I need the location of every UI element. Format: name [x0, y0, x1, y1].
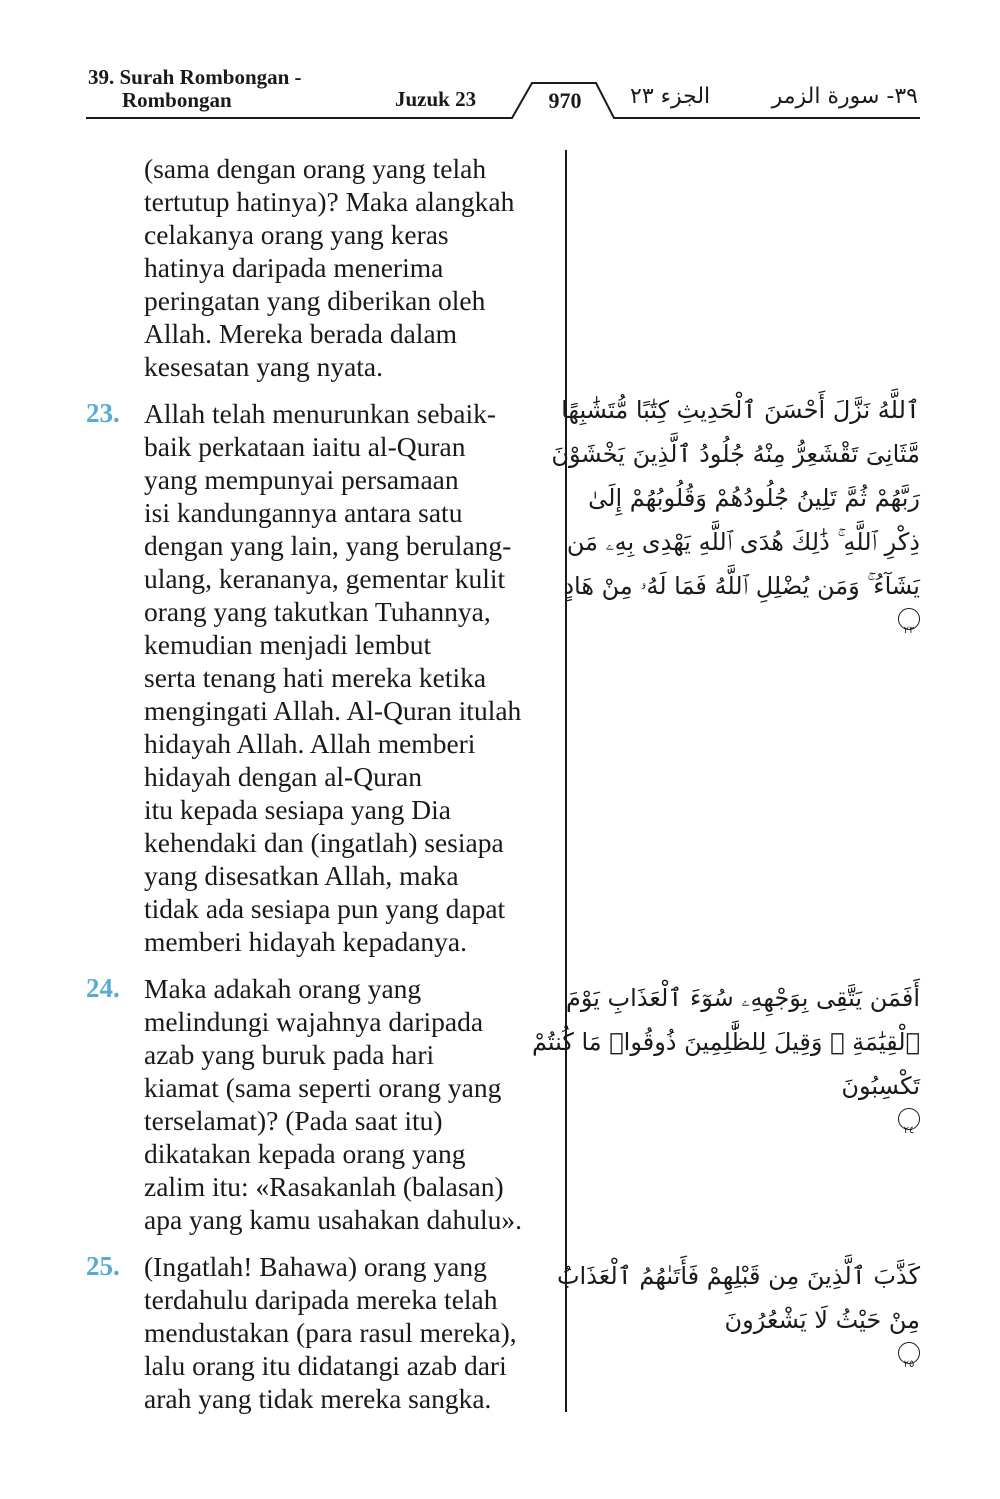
arabic-line: [580, 1064, 920, 1136]
ayah-end-marker: ٢٥: [898, 1342, 920, 1364]
arabic-line: كَذَّبَ ٱلَّذِينَ مِن قَبْلِهِمْ فَأَتَىٰهُمُ ٱلْعَذَابُ: [556, 1262, 920, 1290]
verse-line: hatinya daripada menerima: [144, 252, 444, 283]
arabic-line-text: مِنْ حَيْثُ لَا يَشْعُرُونَ: [724, 1306, 920, 1334]
verse-line: memberi hidayah kepadanya.: [144, 926, 467, 957]
verse-23: [86, 397, 558, 958]
verse-line: mendustakan (para rasul mereka),: [144, 1317, 517, 1348]
arabic-line-text: يَشَآءُ ۚ وَمَن يُضْلِلِ ٱللَّهُ فَمَا لَهُۥ مِنْ هَادٍ: [563, 572, 920, 600]
verse-line: Allah telah menurunkan sebaik-: [144, 398, 497, 429]
arabic-line: [563, 564, 920, 636]
verse-number: 23.: [86, 398, 120, 428]
page-number: 970: [548, 88, 582, 113]
arabic-line: ذِكْرِ ٱللَّهِ ۚ ذَٰلِكَ هُدَى ٱللَّهِ يَهْدِى بِهِۦ مَن: [566, 528, 920, 556]
verse-line: zalim itu: «Rasakanlah (balasan): [144, 1171, 504, 1202]
verse-line: terselamat)? (Pada saat itu): [144, 1105, 443, 1136]
verse-line: (Ingatlah! Bahawa) orang yang: [144, 1251, 487, 1282]
verse-line: dengan yang lain, yang berulang-: [144, 530, 512, 561]
header-rule: [0, 0, 1000, 130]
translation-column: [86, 152, 558, 1415]
arabic-line: أَفَمَن يَتَّقِى بِوَجْهِهِۦ سُوٓءَ ٱلْعَذَابِ يَوْمَ: [565, 984, 920, 1012]
verse-line: arah yang tidak mereka sangka.: [144, 1383, 492, 1414]
arabic-line: مَّثَانِىَ تَقْشَعِرُّ مِنْهُ جُلُودُ ٱلَّذِينَ يَخْشَوْنَ: [551, 440, 920, 468]
arabic-verse-23: [551, 388, 920, 636]
verse-line: Maka adakah orang yang: [144, 973, 422, 1004]
verse-line: kiamat (sama seperti orang yang: [144, 1072, 502, 1103]
verse-line: Allah. Mereka berada dalam: [144, 318, 458, 349]
surah-title-arabic: ٣٩- سورة الزمر: [771, 84, 918, 109]
verse-line: baik perkataan iaitu al-Quran: [144, 431, 466, 462]
verse-line: dikatakan kepada orang yang: [144, 1138, 466, 1169]
verse-line: peringatan yang diberikan oleh: [144, 285, 486, 316]
verse-line: kesesatan yang nyata.: [144, 351, 384, 382]
ayah-end-marker: ٢٣: [898, 608, 920, 630]
verse-number: 25.: [86, 1251, 120, 1281]
arabic-line: رَبَّهُمْ ثُمَّ تَلِينُ جُلُودُهُمْ وَقُلُوبُهُمْ إِلَىٰ: [588, 484, 920, 512]
verse-line: hidayah Allah. Allah memberi: [144, 728, 476, 759]
verse-line: (sama dengan orang yang telah: [144, 153, 487, 184]
verse-line: lalu orang itu didatangi azab dari: [144, 1350, 507, 1381]
verse-line: itu kepada sesiapa yang Dia: [144, 794, 451, 825]
verse-line: orang yang takutkan Tuhannya,: [144, 596, 491, 627]
verse-line: tidak ada sesiapa pun yang dapat: [144, 893, 506, 924]
verse-line: terdahulu daripada mereka telah: [144, 1284, 498, 1315]
verse-line: celakanya orang yang keras: [144, 219, 449, 250]
verse-text: [144, 152, 558, 383]
arabic-verse-25: [556, 1254, 920, 1370]
verse-line: serta tenang hati mereka ketika: [144, 662, 487, 693]
verse-text: [144, 1250, 558, 1415]
verse-line: yang mempunyai persamaan: [144, 464, 459, 495]
verse-line: kemudian menjadi lembut: [144, 629, 432, 660]
verse-line: yang disesatkan Allah, maka: [144, 860, 459, 891]
verse-text: [144, 972, 558, 1236]
verse-25: [86, 1250, 558, 1415]
arabic-verse-24: [531, 976, 920, 1136]
verse-line: apa yang kamu usahakan dahulu».: [144, 1204, 523, 1235]
arabic-line: ٱللَّهُ نَزَّلَ أَحْسَنَ ٱلْحَدِيثِ كِتَٰبًا مُّتَشَٰبِهًا: [561, 396, 920, 424]
column-divider: [565, 150, 567, 1412]
ayah-end-marker: ٢٤: [898, 1108, 920, 1130]
arabic-line: ٱلْقِيَٰمَةِ ۚ وَقِيلَ لِلظَّٰلِمِينَ ذُوقُوا۟ مَا كُنتُمْ: [531, 1028, 920, 1056]
surah-title-line2: Rombongan: [122, 88, 232, 112]
verse-text: [144, 397, 558, 958]
surah-title-line1: 39. Surah Rombongan -: [88, 65, 302, 89]
juz-label-arabic: الجزء ٢٣: [630, 84, 711, 109]
verse-24: [86, 972, 558, 1236]
verse-number: 24.: [86, 973, 120, 1003]
verse-22-continuation: [86, 152, 558, 383]
page-header: [0, 0, 1000, 130]
arabic-line-text: تَكْسِبُونَ: [841, 1072, 920, 1100]
juz-label-latin: Juzuk 23: [395, 87, 477, 111]
verse-line: isi kandungannya antara satu: [144, 497, 463, 528]
verse-line: azab yang buruk pada hari: [144, 1039, 435, 1070]
verse-line: mengingati Allah. Al-Quran itulah: [144, 695, 522, 726]
arabic-line: [580, 1298, 920, 1370]
verse-line: tertutup hatinya)? Maka alangkah: [144, 186, 515, 217]
verse-line: ulang, kerananya, gementar kulit: [144, 563, 506, 594]
verse-line: kehendaki dan (ingatlah) sesiapa: [144, 827, 504, 858]
verse-line: melindungi wajahnya daripada: [144, 1006, 484, 1037]
verse-line: hidayah dengan al-Quran: [144, 761, 422, 792]
